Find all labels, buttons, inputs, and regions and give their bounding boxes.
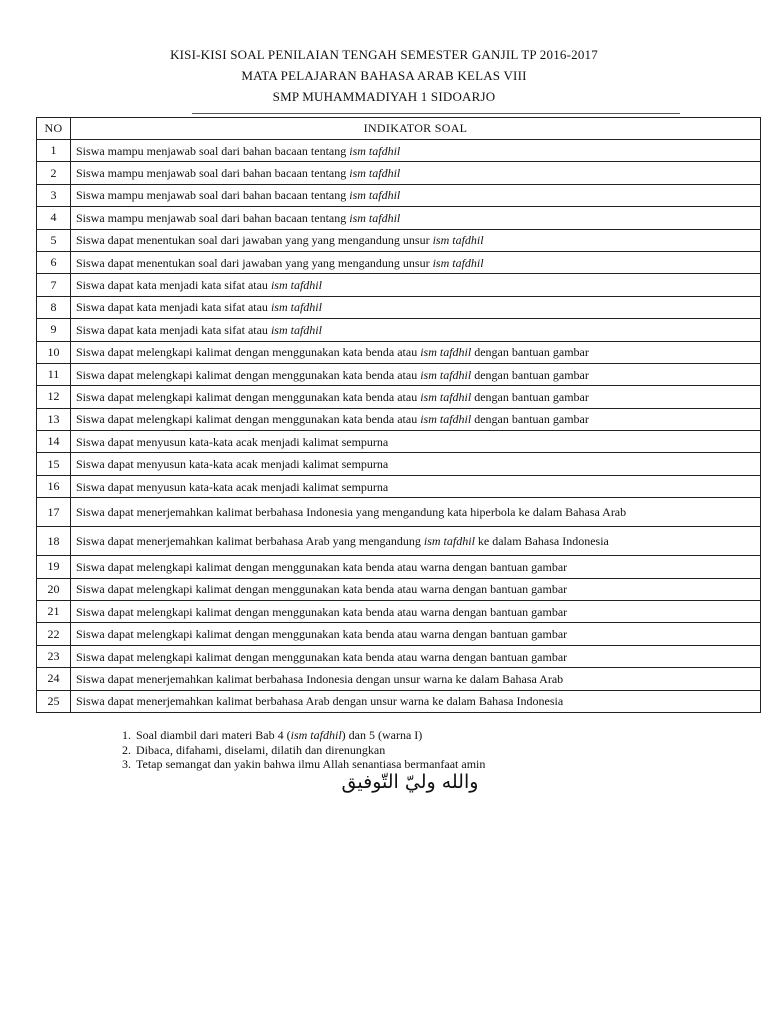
row-indicator [71,690,761,712]
indicator-text-end: ke dalam Bahasa Indonesia [474,534,609,549]
indicator-text-end: dengan bantuan gambar [471,367,589,382]
indicator-text-end: dengan bantuan gambar [471,389,589,404]
indicator-term: ism tafdhil [420,412,472,427]
indicator-text: Siswa dapat melengkapi kalimat dengan menggunakan kata benda atau [76,389,421,404]
table-row [37,453,761,475]
note-item [134,757,485,772]
table-row [37,184,761,206]
indicator-text: Siswa dapat kata menjadi kata sifat atau [76,278,271,293]
table-row [37,296,761,318]
school-name: SMP MUHAMMADIYAH 1 SIDOARJO [272,89,496,104]
note-item [134,743,485,758]
indicator-text: Siswa dapat menentukan soal dari jawaban yang yang mengandung unsur [76,255,433,270]
indicator-text: Siswa dapat kata menjadi kata sifat atau [76,322,271,337]
row-indicator [71,386,761,408]
row-indicator [71,363,761,385]
row-indicator [71,184,761,206]
indicator-text: Siswa dapat menerjemahkan kalimat berbahasa Arab yang mengandung [76,534,424,549]
row-number: 21 [37,601,71,623]
table-row [37,645,761,667]
row-indicator [71,645,761,667]
indicator-text-end: dengan bantuan gambar [471,345,589,360]
table-row [37,668,761,690]
note-item [134,728,485,743]
row-number: 7 [37,274,71,296]
document-title: KISI-KISI SOAL PENILAIAN TENGAH SEMESTER GANJIL TP 2016-2017 [170,47,598,62]
indicator-text: Siswa dapat menentukan soal dari jawaban yang yang mengandung unsur [76,233,433,248]
table-row [37,690,761,712]
table-row [37,207,761,229]
indicator-term: ism tafdhil [349,210,401,225]
table-row [37,229,761,251]
table-row [37,623,761,645]
row-indicator [71,341,761,363]
indicator-text: Siswa dapat melengkapi kalimat dengan menggunakan kata benda atau warna dengan bantuan gambar [76,627,568,642]
row-indicator [71,140,761,162]
row-indicator [71,162,761,184]
row-indicator [71,319,761,341]
table-row [37,578,761,600]
indicator-text: Siswa mampu menjawab soal dari bahan bacaan tentang [76,166,350,181]
indicator-term: ism tafdhil [349,188,401,203]
row-number: 20 [37,578,71,600]
row-number: 19 [37,556,71,578]
row-number: 17 [37,498,71,527]
row-number: 12 [37,386,71,408]
column-header-indicator: INDIKATOR SOAL [71,118,761,140]
indicator-term: ism tafdhil [420,367,472,382]
note-text-end: ) dan 5 (warna I) [341,728,423,742]
row-indicator [71,556,761,578]
indicator-term: ism tafdhil [432,233,484,248]
indicator-text: Siswa dapat melengkapi kalimat dengan menggunakan kata benda atau warna dengan bantuan gambar [76,649,568,664]
table-row [37,251,761,273]
table-header-row [37,118,761,140]
row-number: 15 [37,453,71,475]
row-number: 10 [37,341,71,363]
column-header-no: NO [37,118,71,140]
subject-line: MATA PELAJARAN BAHASA ARAB KELAS VIII [241,68,527,83]
indicator-term: ism tafdhil [432,255,484,270]
row-number: 13 [37,408,71,430]
document-header [0,44,768,107]
table-row [37,363,761,385]
indicator-term: ism tafdhil [420,389,472,404]
indicator-text: Siswa dapat kata menjadi kata sifat atau [76,300,271,315]
row-number: 6 [37,251,71,273]
notes-list [112,728,485,772]
indicator-text: Siswa dapat menyusun kata-kata acak menjadi kalimat sempurna [76,434,389,449]
row-number: 5 [37,229,71,251]
indicator-text: Siswa dapat melengkapi kalimat dengan menggunakan kata benda atau warna dengan bantuan gambar [76,604,568,619]
row-indicator [71,431,761,453]
row-number: 23 [37,645,71,667]
row-number: 18 [37,527,71,556]
row-indicator [71,578,761,600]
table-row [37,556,761,578]
indicator-text: Siswa dapat menyusun kata-kata acak menjadi kalimat sempurna [76,457,389,472]
indicator-table [36,117,761,713]
table-row [37,162,761,184]
indicator-text: Siswa dapat melengkapi kalimat dengan menggunakan kata benda atau warna dengan bantuan gambar [76,559,568,574]
row-number: 25 [37,690,71,712]
row-indicator [71,296,761,318]
row-number: 14 [37,431,71,453]
row-number: 4 [37,207,71,229]
indicator-text: Siswa dapat menerjemahkan kalimat berbahasa Arab dengan unsur warna ke dalam Bahasa Indonesia [76,694,564,709]
indicator-term: ism tafdhil [270,300,322,315]
indicator-text: Siswa mampu menjawab soal dari bahan bacaan tentang [76,210,350,225]
row-number: 2 [37,162,71,184]
note-text: Dibaca, difahami, diselami, dilatih dan direnungkan [136,742,386,757]
row-number: 16 [37,475,71,497]
row-number: 3 [37,184,71,206]
row-indicator [71,229,761,251]
table-row [37,498,761,527]
note-text: Tetap semangat dan yakin bahwa ilmu Allah senantiasa bermanfaat amin [136,757,486,771]
table-row [37,408,761,430]
indicator-text: Siswa dapat melengkapi kalimat dengan menggunakan kata benda atau [76,412,421,427]
table-row [37,341,761,363]
row-indicator [71,623,761,645]
indicator-term: ism tafdhil [349,143,401,158]
indicator-text: Siswa mampu menjawab soal dari bahan bacaan tentang [76,143,350,158]
row-number: 24 [37,668,71,690]
row-indicator [71,453,761,475]
row-indicator [71,207,761,229]
indicator-text: Siswa mampu menjawab soal dari bahan bacaan tentang [76,188,350,203]
table-row [37,386,761,408]
indicator-term: ism tafdhil [420,345,472,360]
indicator-text: Siswa dapat melengkapi kalimat dengan menggunakan kata benda atau [76,367,421,382]
indicator-text: Siswa dapat melengkapi kalimat dengan menggunakan kata benda atau [76,345,421,360]
row-indicator [71,274,761,296]
note-text: Soal diambil dari materi Bab 4 ( [136,728,291,742]
table-row [37,527,761,556]
closing-arabic-phrase: والله وليّ التّوفيق [341,771,479,793]
row-number: 11 [37,363,71,385]
row-indicator [71,251,761,273]
row-indicator [71,527,761,556]
note-term: ism tafdhil [290,728,342,742]
indicator-term: ism tafdhil [423,534,475,549]
indicator-text: Siswa dapat melengkapi kalimat dengan menggunakan kata benda atau warna dengan bantuan gambar [76,582,568,597]
row-number: 9 [37,319,71,341]
row-indicator [71,668,761,690]
indicator-text: Siswa dapat menyusun kata-kata acak menjadi kalimat sempurna [76,479,389,494]
header-divider [192,113,680,114]
table-row [37,601,761,623]
indicator-term: ism tafdhil [270,322,322,337]
row-indicator [71,601,761,623]
indicator-term: ism tafdhil [270,278,322,293]
row-indicator [71,498,761,527]
row-number: 1 [37,140,71,162]
indicator-text-end: dengan bantuan gambar [471,412,589,427]
row-indicator [71,475,761,497]
table-row [37,274,761,296]
indicator-text: Siswa dapat menerjemahkan kalimat berbahasa Indonesia dengan unsur warna ke dalam Bahasa Arab [76,671,564,686]
table-row [37,475,761,497]
table-row [37,431,761,453]
row-indicator [71,408,761,430]
indicator-text: Siswa dapat menerjemahkan kalimat berbahasa Indonesia yang mengandung kata hiperbola ke dalam Bahasa Arab [76,505,627,520]
table-row [37,140,761,162]
indicator-term: ism tafdhil [349,166,401,181]
row-number: 8 [37,296,71,318]
table-row [37,319,761,341]
row-number: 22 [37,623,71,645]
